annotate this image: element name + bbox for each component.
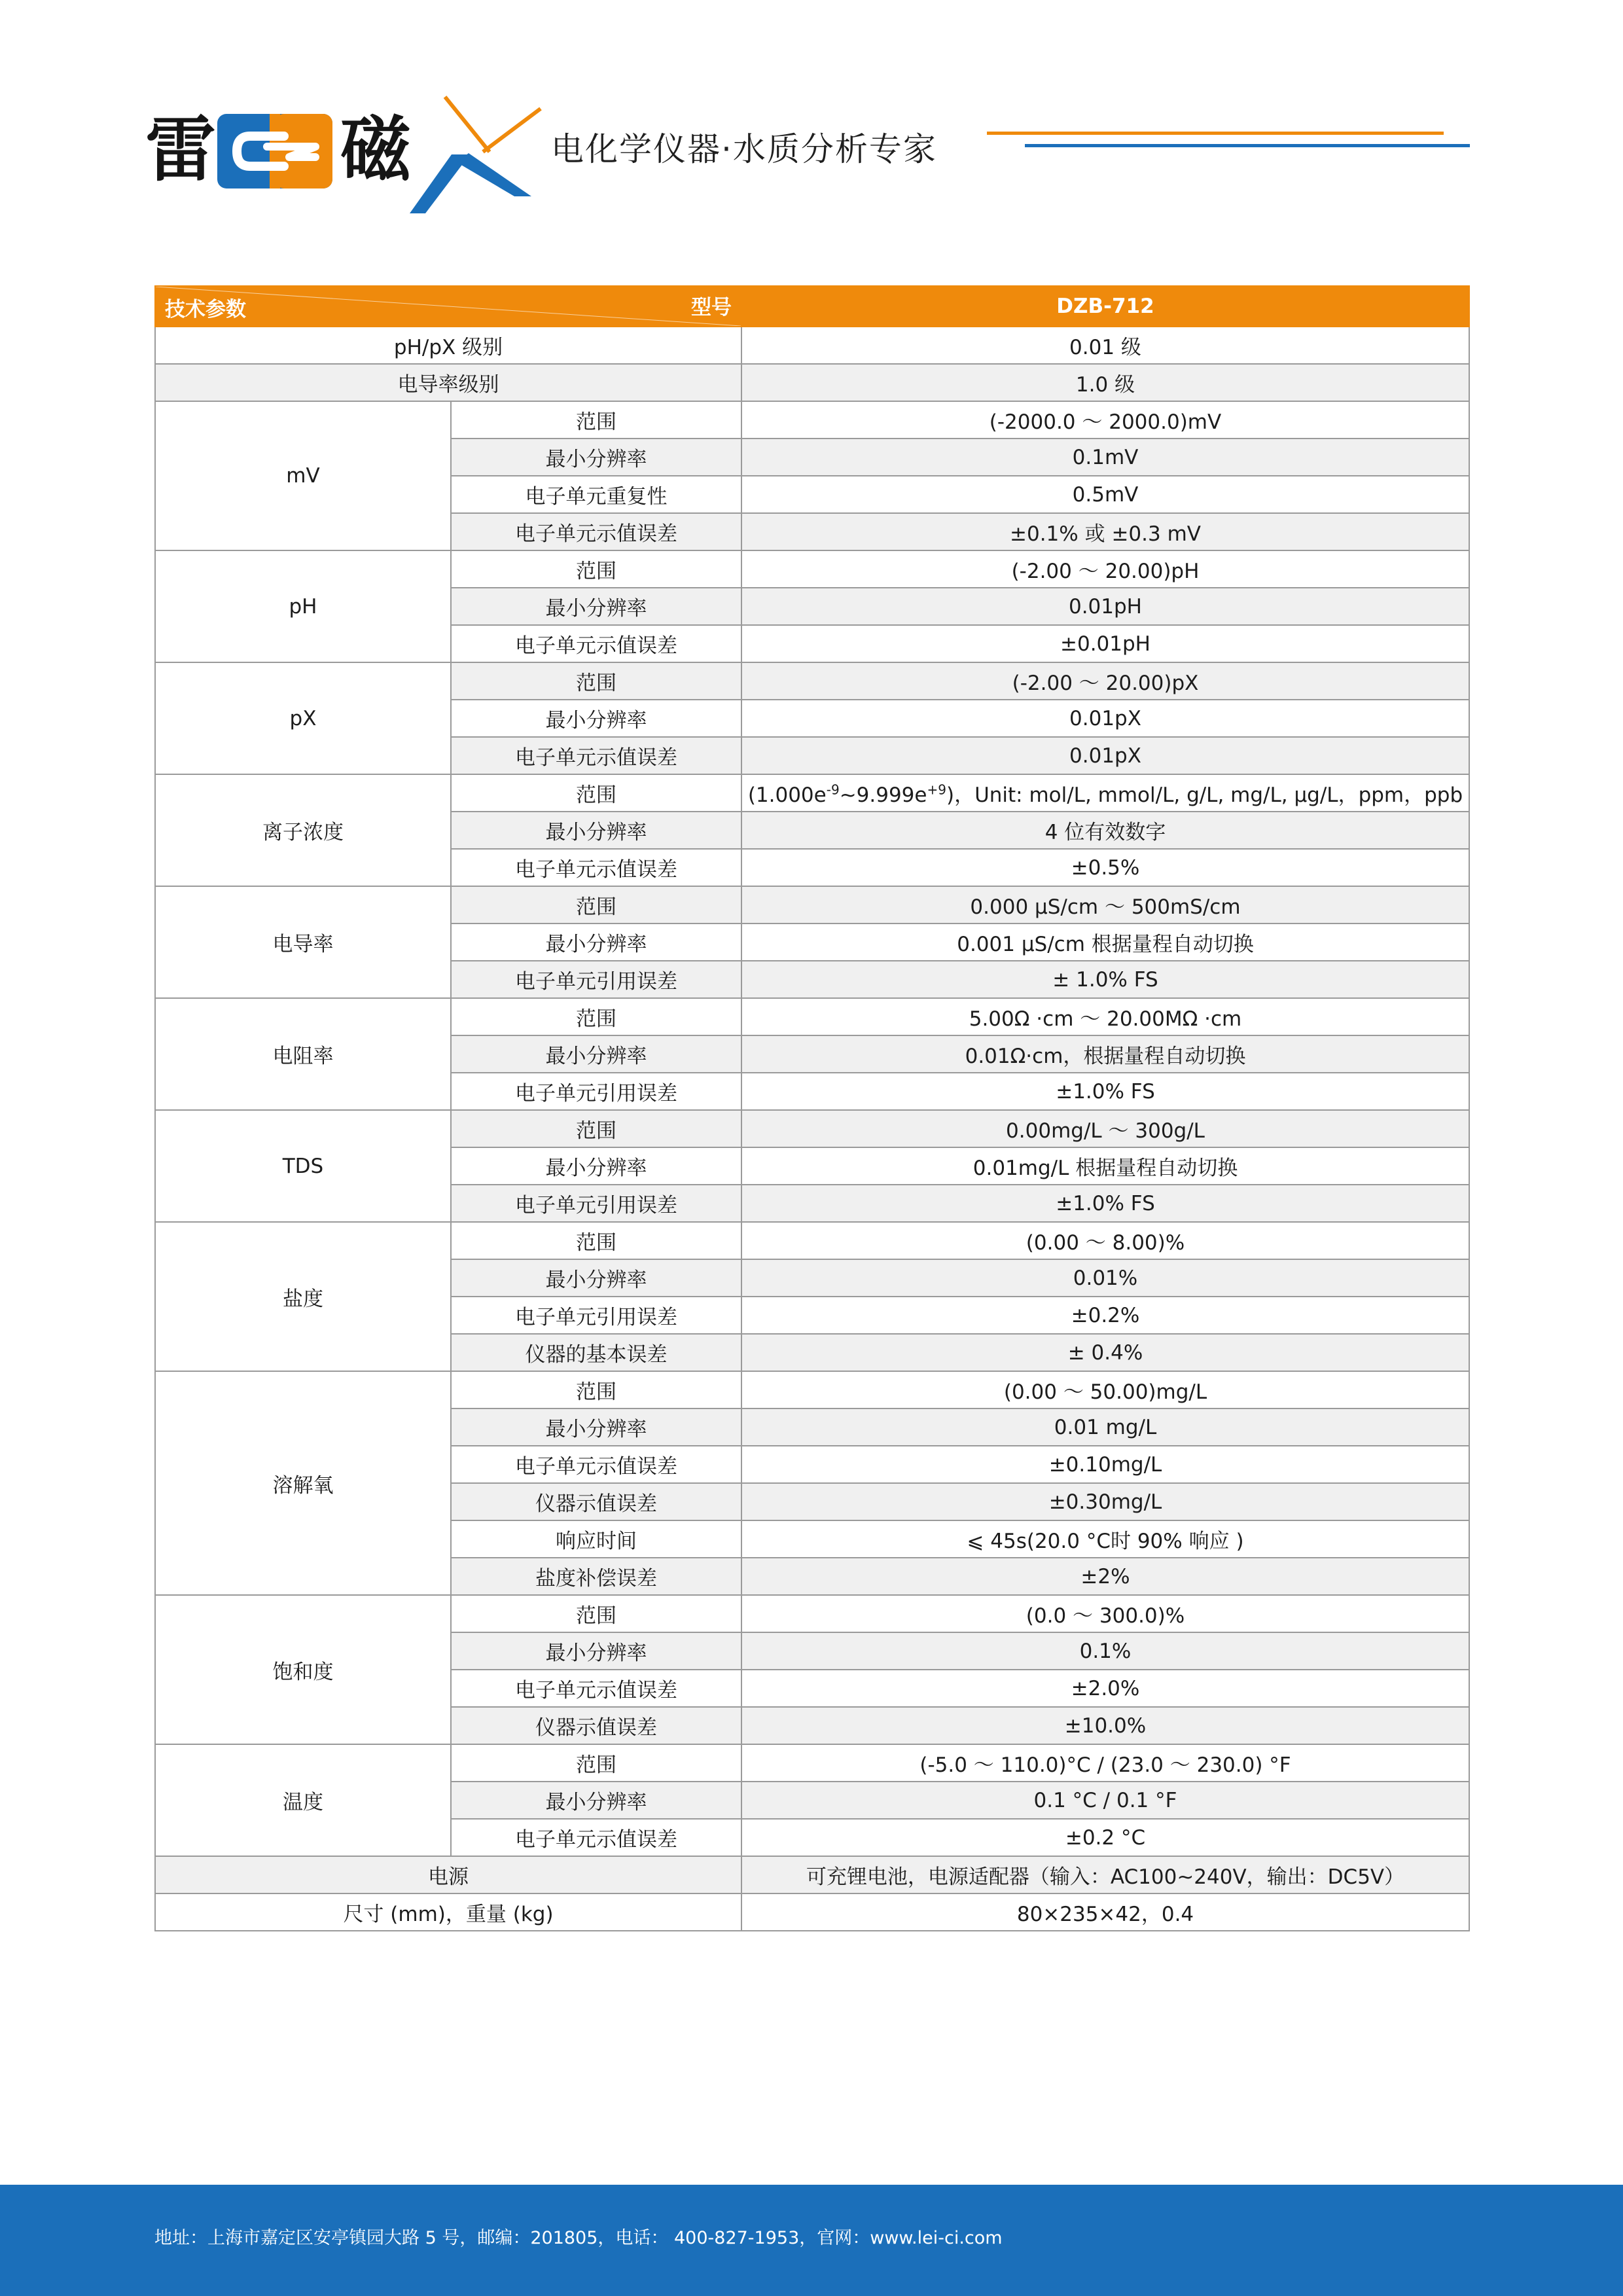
param-value: (0.0 ～ 300.0)% [741,1595,1469,1632]
table-row [155,401,1469,439]
table-row [155,1856,1469,1893]
sub-label: 电子单元示值误差 [451,513,741,550]
param-value: 0.01 mg/L [741,1408,1469,1446]
param-value: 0.1 °C / 0.1 °F [741,1782,1469,1819]
param-value: (-2.00 ～ 20.00)pH [741,550,1469,588]
category-label: mV [155,401,451,550]
sub-label: 响应时间 [451,1520,741,1558]
footer-bar [0,2185,1623,2296]
table-row [155,998,1469,1035]
category-label: 电导率 [155,886,451,998]
param-value: ±0.10mg/L [741,1446,1469,1483]
param-value: 0.1mV [741,439,1469,476]
sub-label: 电子单元示值误差 [451,1819,741,1856]
sub-label: 范围 [451,774,741,812]
table-row [155,662,1469,700]
param-value: ±0.01pH [741,625,1469,662]
param-value: ± 1.0% FS [741,961,1469,998]
param-value: ±0.2 °C [741,1819,1469,1856]
table-row [155,1595,1469,1632]
sub-label: 电子单元引用误差 [451,1185,741,1222]
param-value: 4 位有效数字 [741,812,1469,849]
param-value: 0.000 μS/cm ～ 500mS/cm [741,886,1469,924]
sub-label: 范围 [451,1110,741,1147]
table-row [155,886,1469,924]
sub-label: 电子单元示值误差 [451,1446,741,1483]
param-value: ±1.0% FS [741,1073,1469,1110]
param-value: 0.01pX [741,700,1469,737]
param-value: ±1.0% FS [741,1185,1469,1222]
value-part: ~9.999e [839,783,927,807]
table-row [155,1893,1469,1931]
sub-label: 最小分辨率 [451,439,741,476]
param-value: 0.001 μS/cm 根据量程自动切换 [741,924,1469,961]
param-value: ±10.0% [741,1707,1469,1744]
param-value: ±0.5% [741,849,1469,886]
param-value: 0.01pX [741,737,1469,774]
sub-label: 范围 [451,662,741,700]
value-part: )，Unit: mol/L, mmol/L, g/L, mg/L, μg/L，ppm，ppb [946,783,1463,807]
sub-label: 范围 [451,550,741,588]
category-label: 电阻率 [155,998,451,1110]
param-value: 5.00Ω ·cm ～ 20.00MΩ ·cm [741,998,1469,1035]
param-value: ± 0.4% [741,1334,1469,1371]
sub-label: 盐度补偿误差 [451,1558,741,1595]
brand-header [0,0,1623,236]
sub-label: 最小分辨率 [451,1632,741,1670]
table-row [155,774,1469,812]
brand-name-char-1: 雷 [145,109,217,191]
header-param-model-cell [155,286,741,327]
brand-logo-icon [217,114,332,188]
footer-contact: 地址：上海市嘉定区安亭镇园大路 5 号，邮编：201805，电话： 400-827-1953，官网：www.lei-ci.com [154,2228,1003,2248]
param-value: 0.01% [741,1259,1469,1297]
x-logo-icon [406,92,543,216]
sub-label: 最小分辨率 [451,812,741,849]
param-value: ±0.2% [741,1297,1469,1334]
header-params-label: 技术参数 [165,298,246,321]
sub-label: 范围 [451,401,741,439]
value-exponent: +9 [927,781,946,798]
sub-label: 最小分辨率 [451,1782,741,1819]
param-value: (0.00 ～ 50.00)mg/L [741,1371,1469,1408]
param-label: 电源 [155,1856,741,1893]
header-model-label: 型号 [691,296,732,319]
param-value: 0.1% [741,1632,1469,1670]
sub-label: 电子单元示值误差 [451,1670,741,1707]
sub-label: 范围 [451,1371,741,1408]
slogan: 电化学仪器·水质分析专家 [551,130,937,168]
param-value: ±0.30mg/L [741,1483,1469,1520]
param-value [741,774,1469,812]
param-label: 电导率级别 [155,364,741,401]
sub-label: 最小分辨率 [451,1035,741,1073]
param-value: 0.01mg/L 根据量程自动切换 [741,1147,1469,1185]
sub-label: 仪器的基本误差 [451,1334,741,1371]
sub-label: 最小分辨率 [451,924,741,961]
table-row [155,1744,1469,1782]
sub-label: 范围 [451,1595,741,1632]
sub-label: 仪器示值误差 [451,1483,741,1520]
value-part: (1.000e [747,783,827,807]
param-value: 0.5mV [741,476,1469,513]
param-value: 1.0 级 [741,364,1469,401]
param-value: ±2.0% [741,1670,1469,1707]
param-value: ⩽ 45s(20.0 °C时 90% 响应 ) [741,1520,1469,1558]
param-value: (-5.0 ～ 110.0)°C / (23.0 ～ 230.0) °F [741,1744,1469,1782]
category-label: 温度 [155,1744,451,1856]
sub-label: 范围 [451,998,741,1035]
sub-label: 电子单元重复性 [451,476,741,513]
category-label: pX [155,662,451,774]
brand-name-char-2: 磁 [340,109,412,191]
sub-label: 电子单元引用误差 [451,1297,741,1334]
sub-label: 最小分辨率 [451,588,741,625]
sub-label: 范围 [451,1222,741,1259]
category-label: 饱和度 [155,1595,451,1744]
param-label: pH/pX 级别 [155,327,741,364]
param-value: 0.01pH [741,588,1469,625]
sub-label: 电子单元示值误差 [451,849,741,886]
value-exponent: -9 [826,781,840,798]
sub-label: 范围 [451,1744,741,1782]
category-label: pH [155,550,451,662]
table-header-row [155,286,1469,327]
sub-label: 电子单元示值误差 [451,625,741,662]
param-value: 可充锂电池，电源适配器（输入：AC100~240V，输出：DC5V） [741,1856,1469,1893]
sub-label: 电子单元引用误差 [451,1073,741,1110]
sub-label: 最小分辨率 [451,1408,741,1446]
divider-orange [987,132,1444,135]
table-row [155,327,1469,364]
table-row [155,550,1469,588]
table-row [155,1222,1469,1259]
table-row [155,1371,1469,1408]
param-label: 尺寸 (mm)，重量 (kg) [155,1893,741,1931]
category-label: 溶解氧 [155,1371,451,1595]
sub-label: 仪器示值误差 [451,1707,741,1744]
sub-label: 最小分辨率 [451,1259,741,1297]
sub-label: 电子单元引用误差 [451,961,741,998]
param-value: 0.01 级 [741,327,1469,364]
param-value: (0.00 ～ 8.00)% [741,1222,1469,1259]
param-value: (-2.00 ～ 20.00)pX [741,662,1469,700]
sub-label: 最小分辨率 [451,700,741,737]
category-label: 离子浓度 [155,774,451,886]
table-row [155,1110,1469,1147]
table-row [155,364,1469,401]
param-value: 0.00mg/L ～ 300g/L [741,1110,1469,1147]
sub-label: 范围 [451,886,741,924]
divider-blue [1025,144,1470,147]
category-label: 盐度 [155,1222,451,1371]
spec-table [154,285,1470,1931]
sub-label: 最小分辨率 [451,1147,741,1185]
param-value: 0.01Ω·cm，根据量程自动切换 [741,1035,1469,1073]
param-value: ±2% [741,1558,1469,1595]
header-model-value: DZB-712 [741,286,1469,327]
param-value: 80×235×42，0.4 [741,1893,1469,1931]
param-value: ±0.1% 或 ±0.3 mV [741,513,1469,550]
param-value: (-2000.0 ～ 2000.0)mV [741,401,1469,439]
sub-label: 电子单元示值误差 [451,737,741,774]
category-label: TDS [155,1110,451,1222]
